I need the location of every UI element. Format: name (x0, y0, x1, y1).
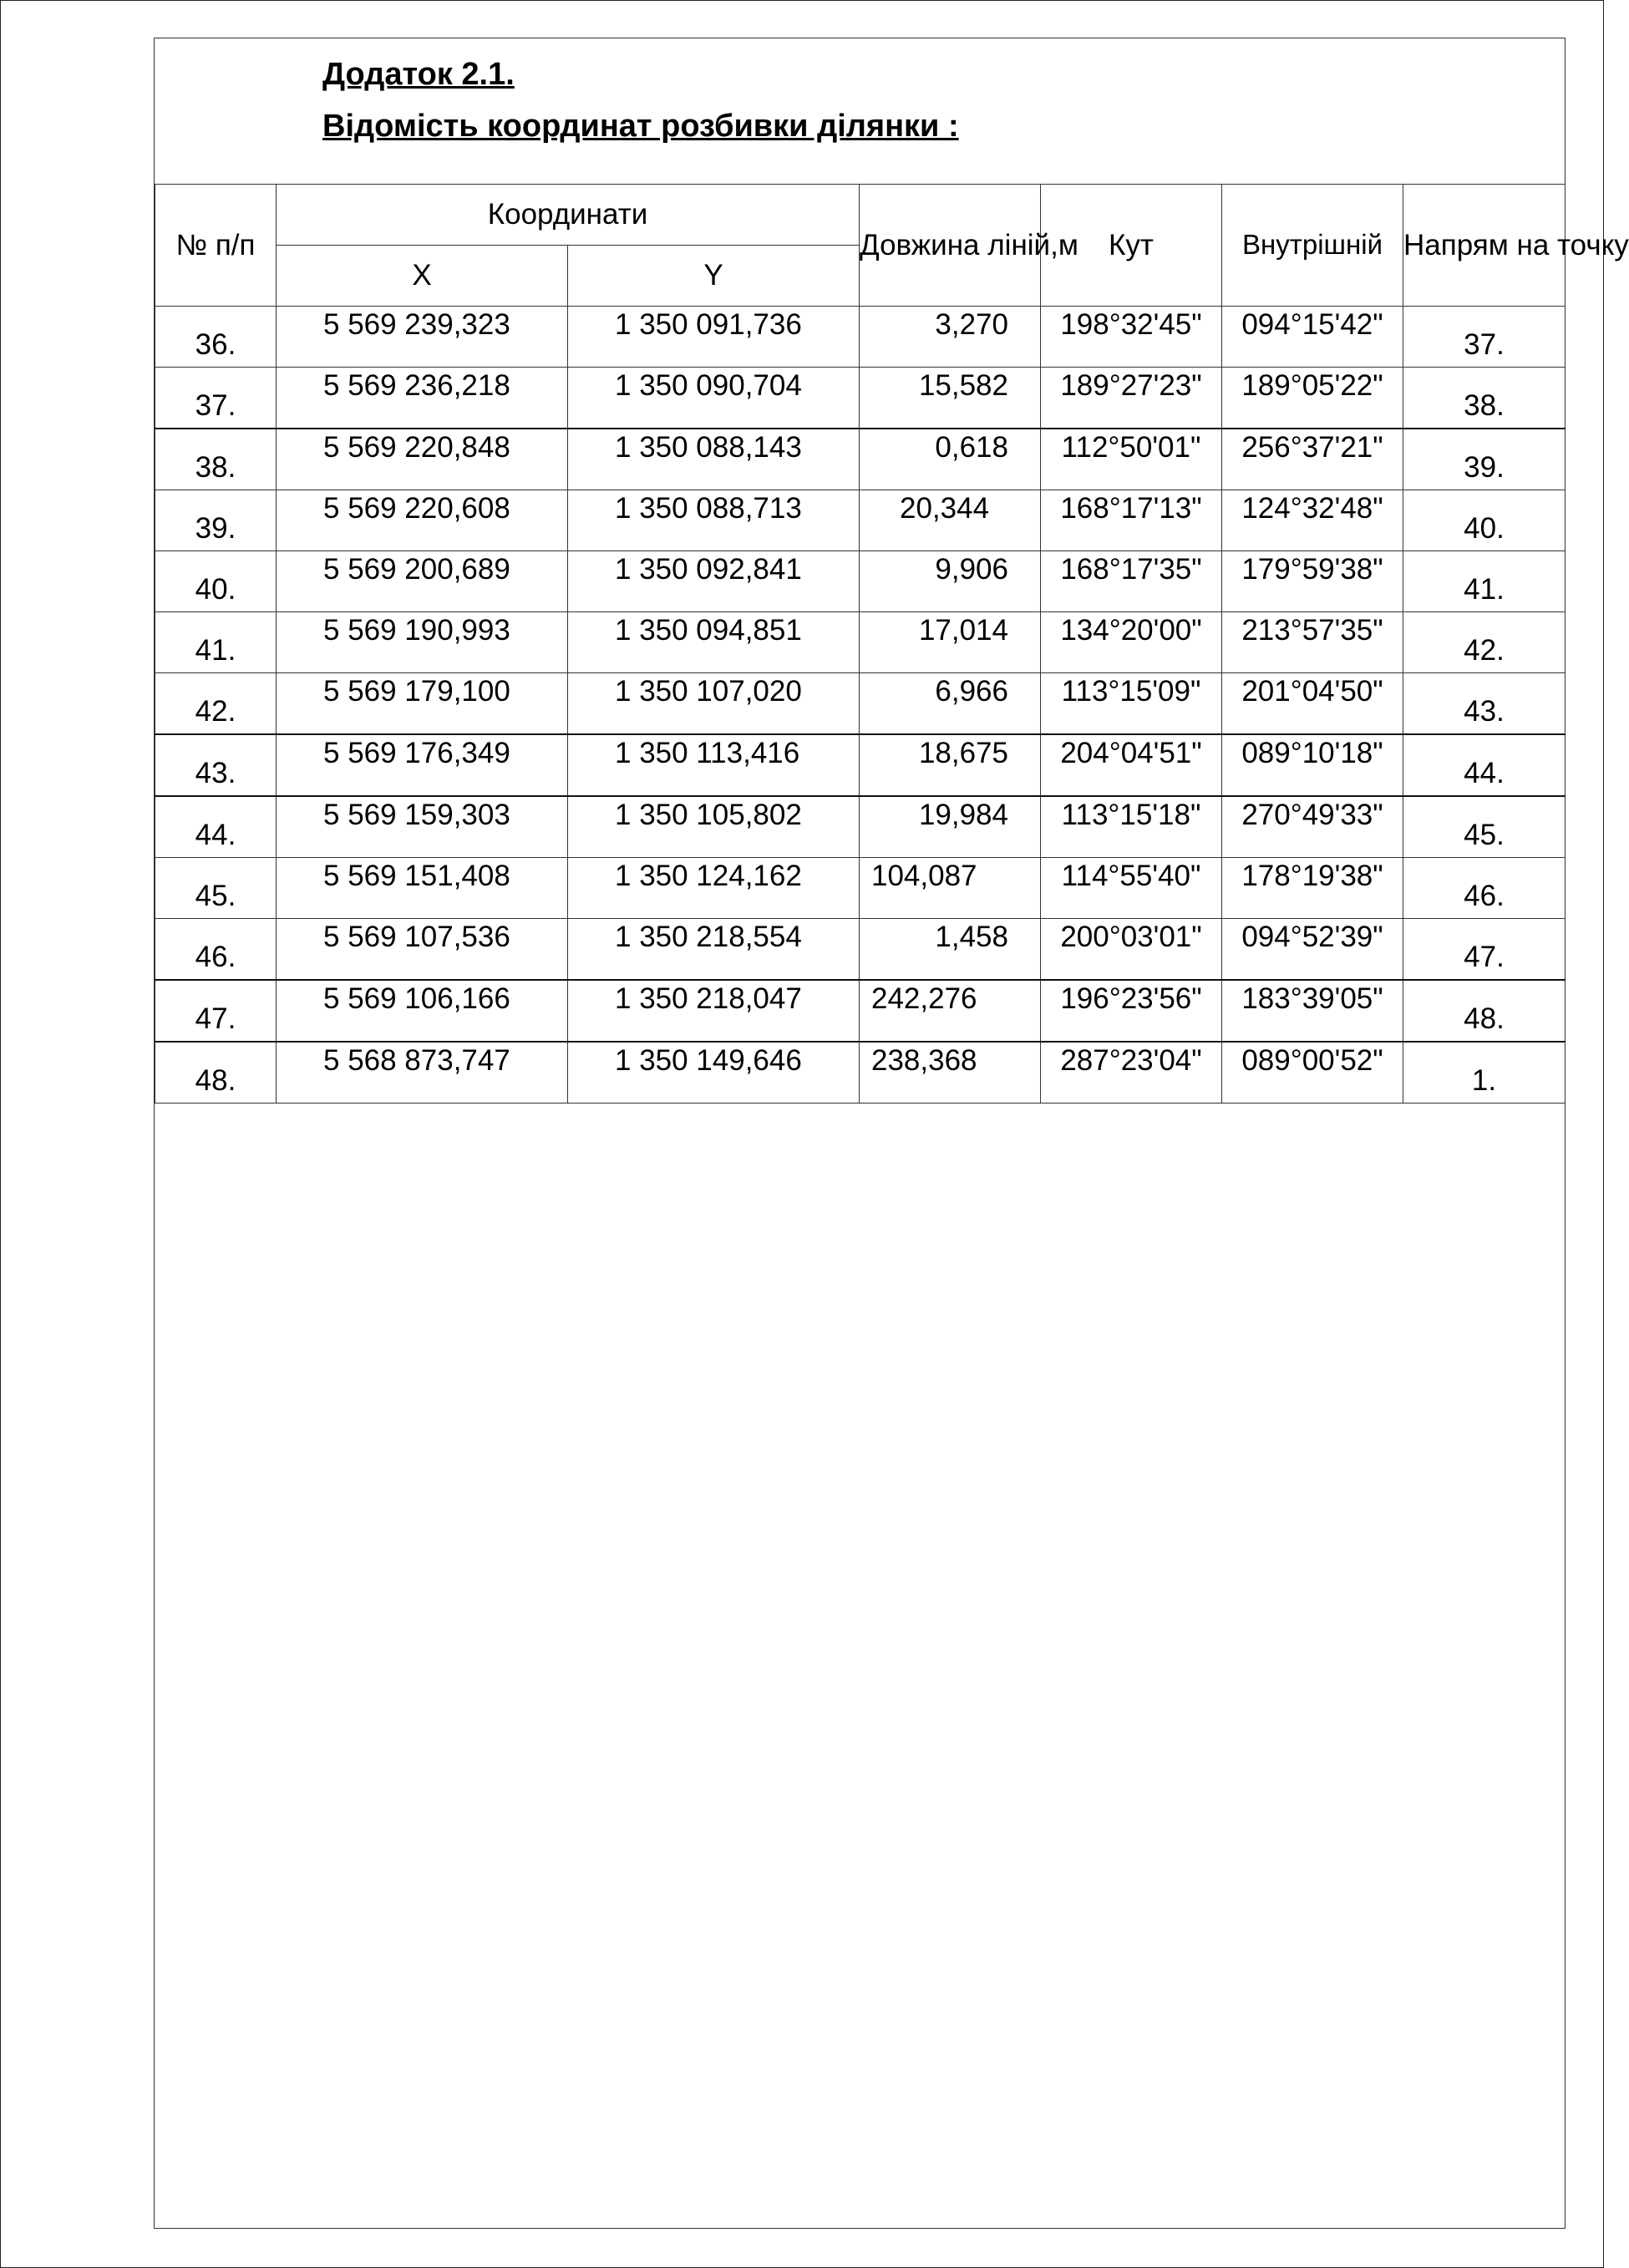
coord-x: 5 569 220,608 (277, 490, 568, 551)
line-length: 6,966 (860, 673, 1041, 735)
angle: 114°55'40" (1041, 858, 1222, 919)
angle: 204°04'51" (1041, 734, 1222, 796)
direction-point: 38. (1403, 368, 1566, 429)
angle: 189°27'23" (1041, 368, 1222, 429)
inner-angle: 183°39'05" (1222, 980, 1403, 1042)
table-row (155, 551, 1566, 612)
angle: 168°17'35" (1041, 551, 1222, 612)
coord-x: 5 569 236,218 (277, 368, 568, 429)
angle: 200°03'01" (1041, 919, 1222, 981)
direction-point: 39. (1403, 429, 1566, 490)
direction-point: 45. (1403, 796, 1566, 858)
coord-x: 5 569 179,100 (277, 673, 568, 735)
coord-y: 1 350 107,020 (568, 673, 860, 735)
line-length: 9,906 (860, 551, 1041, 612)
coord-x: 5 569 107,536 (277, 919, 568, 981)
point-number: 46. (155, 919, 277, 981)
inner-angle: 178°19'38" (1222, 858, 1403, 919)
header-number: № п/п (155, 185, 277, 307)
table-row (155, 429, 1566, 490)
angle: 196°23'56" (1041, 980, 1222, 1042)
table-row (155, 734, 1566, 796)
point-number: 36. (155, 307, 277, 368)
header-y: Y (568, 246, 860, 307)
table-row (155, 796, 1566, 858)
angle: 113°15'18" (1041, 796, 1222, 858)
coord-y: 1 350 149,646 (568, 1042, 860, 1104)
point-number: 42. (155, 673, 277, 735)
appendix-title: Додаток 2.1. (322, 57, 515, 92)
coord-y: 1 350 105,802 (568, 796, 860, 858)
angle: 168°17'13" (1041, 490, 1222, 551)
document-frame (154, 38, 1629, 2229)
coord-x: 5 569 151,408 (277, 858, 568, 919)
coord-y: 1 350 091,736 (568, 307, 860, 368)
coord-y: 1 350 113,416 (568, 734, 860, 796)
inner-angle: 256°37'21" (1222, 429, 1403, 490)
coord-x: 5 569 190,993 (277, 612, 568, 673)
line-length: 1,458 (860, 919, 1041, 981)
line-length: 242,276 (860, 980, 1041, 1042)
inner-angle: 179°59'38" (1222, 551, 1403, 612)
point-number: 45. (155, 858, 277, 919)
coord-x: 5 568 873,747 (277, 1042, 568, 1104)
coord-x: 5 569 106,166 (277, 980, 568, 1042)
direction-point: 44. (1403, 734, 1566, 796)
inner-angle: 189°05'22" (1222, 368, 1403, 429)
coord-y: 1 350 094,851 (568, 612, 860, 673)
header-x: X (277, 246, 568, 307)
statement-title: Відомість координат розбивки ділянки : (322, 109, 959, 144)
direction-point: 43. (1403, 673, 1566, 735)
direction-point: 46. (1403, 858, 1566, 919)
inner-angle: 089°10'18" (1222, 734, 1403, 796)
table-row (155, 858, 1566, 919)
point-number: 39. (155, 490, 277, 551)
coordinates-table (155, 184, 1629, 1104)
inner-angle: 094°52'39" (1222, 919, 1403, 981)
direction-point: 37. (1403, 307, 1566, 368)
direction-point: 40. (1403, 490, 1566, 551)
point-number: 47. (155, 980, 277, 1042)
line-length: 104,087 (860, 858, 1041, 919)
inner-angle: 201°04'50" (1222, 673, 1403, 735)
line-length: 0,618 (860, 429, 1041, 490)
angle: 287°23'04" (1041, 1042, 1222, 1104)
header-direction: Напрям на точку (1403, 185, 1566, 307)
point-number: 44. (155, 796, 277, 858)
coord-y: 1 350 124,162 (568, 858, 860, 919)
coord-x: 5 569 176,349 (277, 734, 568, 796)
table-row (155, 307, 1566, 368)
coord-y: 1 350 090,704 (568, 368, 860, 429)
line-length: 19,984 (860, 796, 1041, 858)
line-length: 238,368 (860, 1042, 1041, 1104)
angle: 134°20'00" (1041, 612, 1222, 673)
header-angle: Кут (1041, 185, 1222, 307)
coord-x: 5 569 159,303 (277, 796, 568, 858)
angle: 198°32'45" (1041, 307, 1222, 368)
direction-point: 48. (1403, 980, 1566, 1042)
point-number: 38. (155, 429, 277, 490)
point-number: 41. (155, 612, 277, 673)
line-length: 3,270 (860, 307, 1041, 368)
point-number: 40. (155, 551, 277, 612)
document-header (155, 38, 1565, 184)
inner-angle: 270°49'33" (1222, 796, 1403, 858)
angle: 113°15'09" (1041, 673, 1222, 735)
inner-angle: 094°15'42" (1222, 307, 1403, 368)
table-row (155, 919, 1566, 981)
coord-x: 5 569 220,848 (277, 429, 568, 490)
line-length: 17,014 (860, 612, 1041, 673)
coord-x: 5 569 239,323 (277, 307, 568, 368)
direction-point: 42. (1403, 612, 1566, 673)
header-coordinates: Координати (277, 185, 860, 246)
coord-y: 1 350 218,554 (568, 919, 860, 981)
coord-x: 5 569 200,689 (277, 551, 568, 612)
inner-angle: 089°00'52" (1222, 1042, 1403, 1104)
line-length: 20,344 (860, 490, 1041, 551)
table-row (155, 980, 1566, 1042)
table-row (155, 673, 1566, 735)
point-number: 48. (155, 1042, 277, 1104)
table-row (155, 490, 1566, 551)
angle: 112°50'01" (1041, 429, 1222, 490)
table-row (155, 368, 1566, 429)
direction-point: 1. (1403, 1042, 1566, 1104)
point-number: 43. (155, 734, 277, 796)
coord-y: 1 350 088,143 (568, 429, 860, 490)
direction-point: 47. (1403, 919, 1566, 981)
line-length: 18,675 (860, 734, 1041, 796)
direction-point: 41. (1403, 551, 1566, 612)
coord-y: 1 350 218,047 (568, 980, 860, 1042)
line-length: 15,582 (860, 368, 1041, 429)
table-row (155, 1042, 1566, 1104)
coord-y: 1 350 092,841 (568, 551, 860, 612)
inner-angle: 213°57'35" (1222, 612, 1403, 673)
coord-y: 1 350 088,713 (568, 490, 860, 551)
table-row (155, 612, 1566, 673)
point-number: 37. (155, 368, 277, 429)
header-inner: Внутрішній (1222, 185, 1403, 307)
header-length: Довжина ліній,м (860, 185, 1041, 307)
inner-angle: 124°32'48" (1222, 490, 1403, 551)
